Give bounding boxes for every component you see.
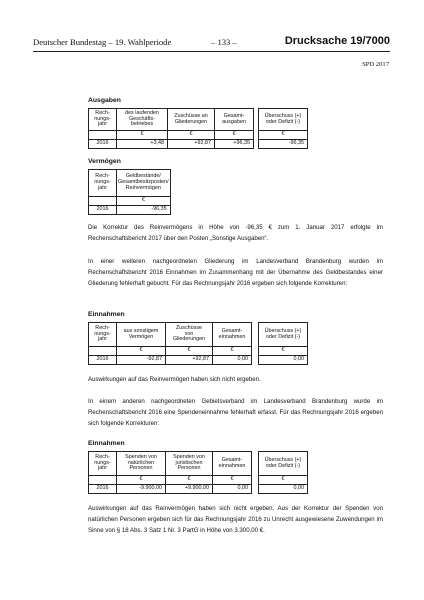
value-cell: 0,00 <box>259 356 308 365</box>
value-cell: +92,87 <box>166 356 213 365</box>
header-cell: Gesamt- ausgaben <box>215 109 254 131</box>
paragraph-2: In einer weiteren nachgeordneten Gliederung im Landesverband Brandenburg wurden im Rechenschaftsbericht 2016 Einnahmen im Zusammenhang mit der Übernahme des Geldbestandes einer Gliederung fehlerhaft gebucht. Für das Rechnungsjahr 2016 ergeben sich folgende Korrekturen: <box>88 258 383 288</box>
header-cell: Gesamt- einnahmen <box>213 323 252 347</box>
header-cell: Zuschüsse von Gliederungen <box>166 323 213 347</box>
header-left: Deutscher Bundestag – 19. Wahlperiode <box>33 37 172 47</box>
unit-cell <box>89 476 117 485</box>
value-cell: +96,35 <box>215 140 254 149</box>
header-cell: Spenden von juristischen Personen <box>166 452 213 476</box>
unit-cell: € <box>213 347 252 356</box>
value-cell: +9.900,00 <box>166 485 213 494</box>
unit-cell: € <box>215 131 254 140</box>
header-cell: Überschuss (+) oder Defizit (-) <box>259 109 308 131</box>
unit-cell: € <box>259 347 308 356</box>
value-cell: +3,48 <box>117 140 168 149</box>
value-cell: +92,87 <box>168 140 215 149</box>
unit-cell <box>89 131 117 140</box>
unit-cell: € <box>259 476 308 485</box>
header-cell: Rech- nungs- jahr <box>89 452 117 476</box>
unit-cell: € <box>117 197 171 206</box>
einnahmen-table-2 <box>88 451 252 494</box>
header-cell: aus sonstigem Vermögen <box>117 323 166 347</box>
document-number: Drucksache 19/7000 <box>284 35 390 47</box>
header-cell: des laufenden Geschäfts- betriebes <box>117 109 168 131</box>
unit-cell: € <box>166 347 213 356</box>
header-cell: Rech- nungs- jahr <box>89 323 117 347</box>
header-cell: Überschuss (+) oder Defizit (-) <box>259 452 308 476</box>
paragraph-4: In einem anderen nachgeordneten Gebietsverband im Landesverband Brandenburg wurde im Rechenschaftsbericht 2016 eine Spendeneinnahme fehlerhaft erfasst. Für das Rechnungsjahr 2016 ergeben sich folgende Korrekturen: <box>88 398 383 428</box>
unit-cell <box>89 347 117 356</box>
section-einnahmen-title-2: Einnahmen <box>88 440 125 447</box>
value-cell: 0,00 <box>259 485 308 494</box>
unit-cell: € <box>117 476 166 485</box>
value-cell: -9.900,00 <box>117 485 166 494</box>
header-cell: Rech- nungs- jahr <box>89 170 117 197</box>
header-cell: Zuschüsse an Gliederungen <box>168 109 215 131</box>
header-cell: Überschuss (+) oder Defizit (-) <box>259 323 308 347</box>
section-vermoegen-title: Vermögen <box>88 158 121 165</box>
ausgaben-result-table <box>258 108 308 149</box>
unit-cell: € <box>213 476 252 485</box>
header-cell: Rech- nungs- jahr <box>89 109 117 131</box>
value-cell: -92,87 <box>117 356 166 365</box>
value-cell: -96,35 <box>259 140 308 149</box>
page-number: – 133 – <box>211 37 237 47</box>
value-cell: 0,00 <box>213 485 252 494</box>
vermoegen-table <box>88 169 171 215</box>
value-cell: 0,00 <box>213 356 252 365</box>
einnahmen-table-1 <box>88 322 252 365</box>
section-einnahmen-title-1: Einnahmen <box>88 311 125 318</box>
unit-cell: € <box>259 131 308 140</box>
header-cell: Geldbestände/ Gesamtbesitzposten/ Reinvermögen <box>117 170 171 197</box>
page-header <box>33 37 390 52</box>
year-cell: 2016 <box>89 356 117 365</box>
ausgaben-table <box>88 108 254 149</box>
einnahmen-result-table-2 <box>258 451 308 494</box>
section-ausgaben-title: Ausgaben <box>88 97 121 104</box>
header-cell: Spenden von natürlichen Personen <box>117 452 166 476</box>
unit-cell: € <box>166 476 213 485</box>
unit-cell: € <box>117 347 166 356</box>
paragraph-5: Auswirkungen auf das Reinvermögen haben sich nicht ergeben. Aus der Korrektur der Spenden von natürlichen Personen ergeben sich für das Rechnungsjahr 2016 zu Unrecht ausgewiesene Zuwendungen im Sinne von § 18 Abs. 3 Satz 1 Nr. 3 PartG in Höhe von 3.300,00 €. <box>88 505 383 535</box>
value-cell: -96,35 <box>117 206 171 215</box>
year-cell: 2016 <box>89 485 117 494</box>
unit-cell: € <box>117 131 168 140</box>
year-cell: 2016 <box>89 140 117 149</box>
einnahmen-result-table-1 <box>258 322 308 365</box>
unit-cell <box>89 197 117 206</box>
paragraph-3: Auswirkungen auf das Reinvermögen haben sich nicht ergeben. <box>88 376 261 383</box>
paragraph-1: Die Korrektur des Reinvermögens in Höhe von -96,35 € zum 1. Januar 2017 erfolgte im Rechenschaftsbericht 2017 über den Posten „Sonstige Ausgaben“. <box>88 224 383 243</box>
unit-cell: € <box>168 131 215 140</box>
year-cell: 2016 <box>89 206 117 215</box>
party-label: SPD 2017 <box>362 61 389 68</box>
header-cell: Gesamt- einnahmen <box>213 452 252 476</box>
